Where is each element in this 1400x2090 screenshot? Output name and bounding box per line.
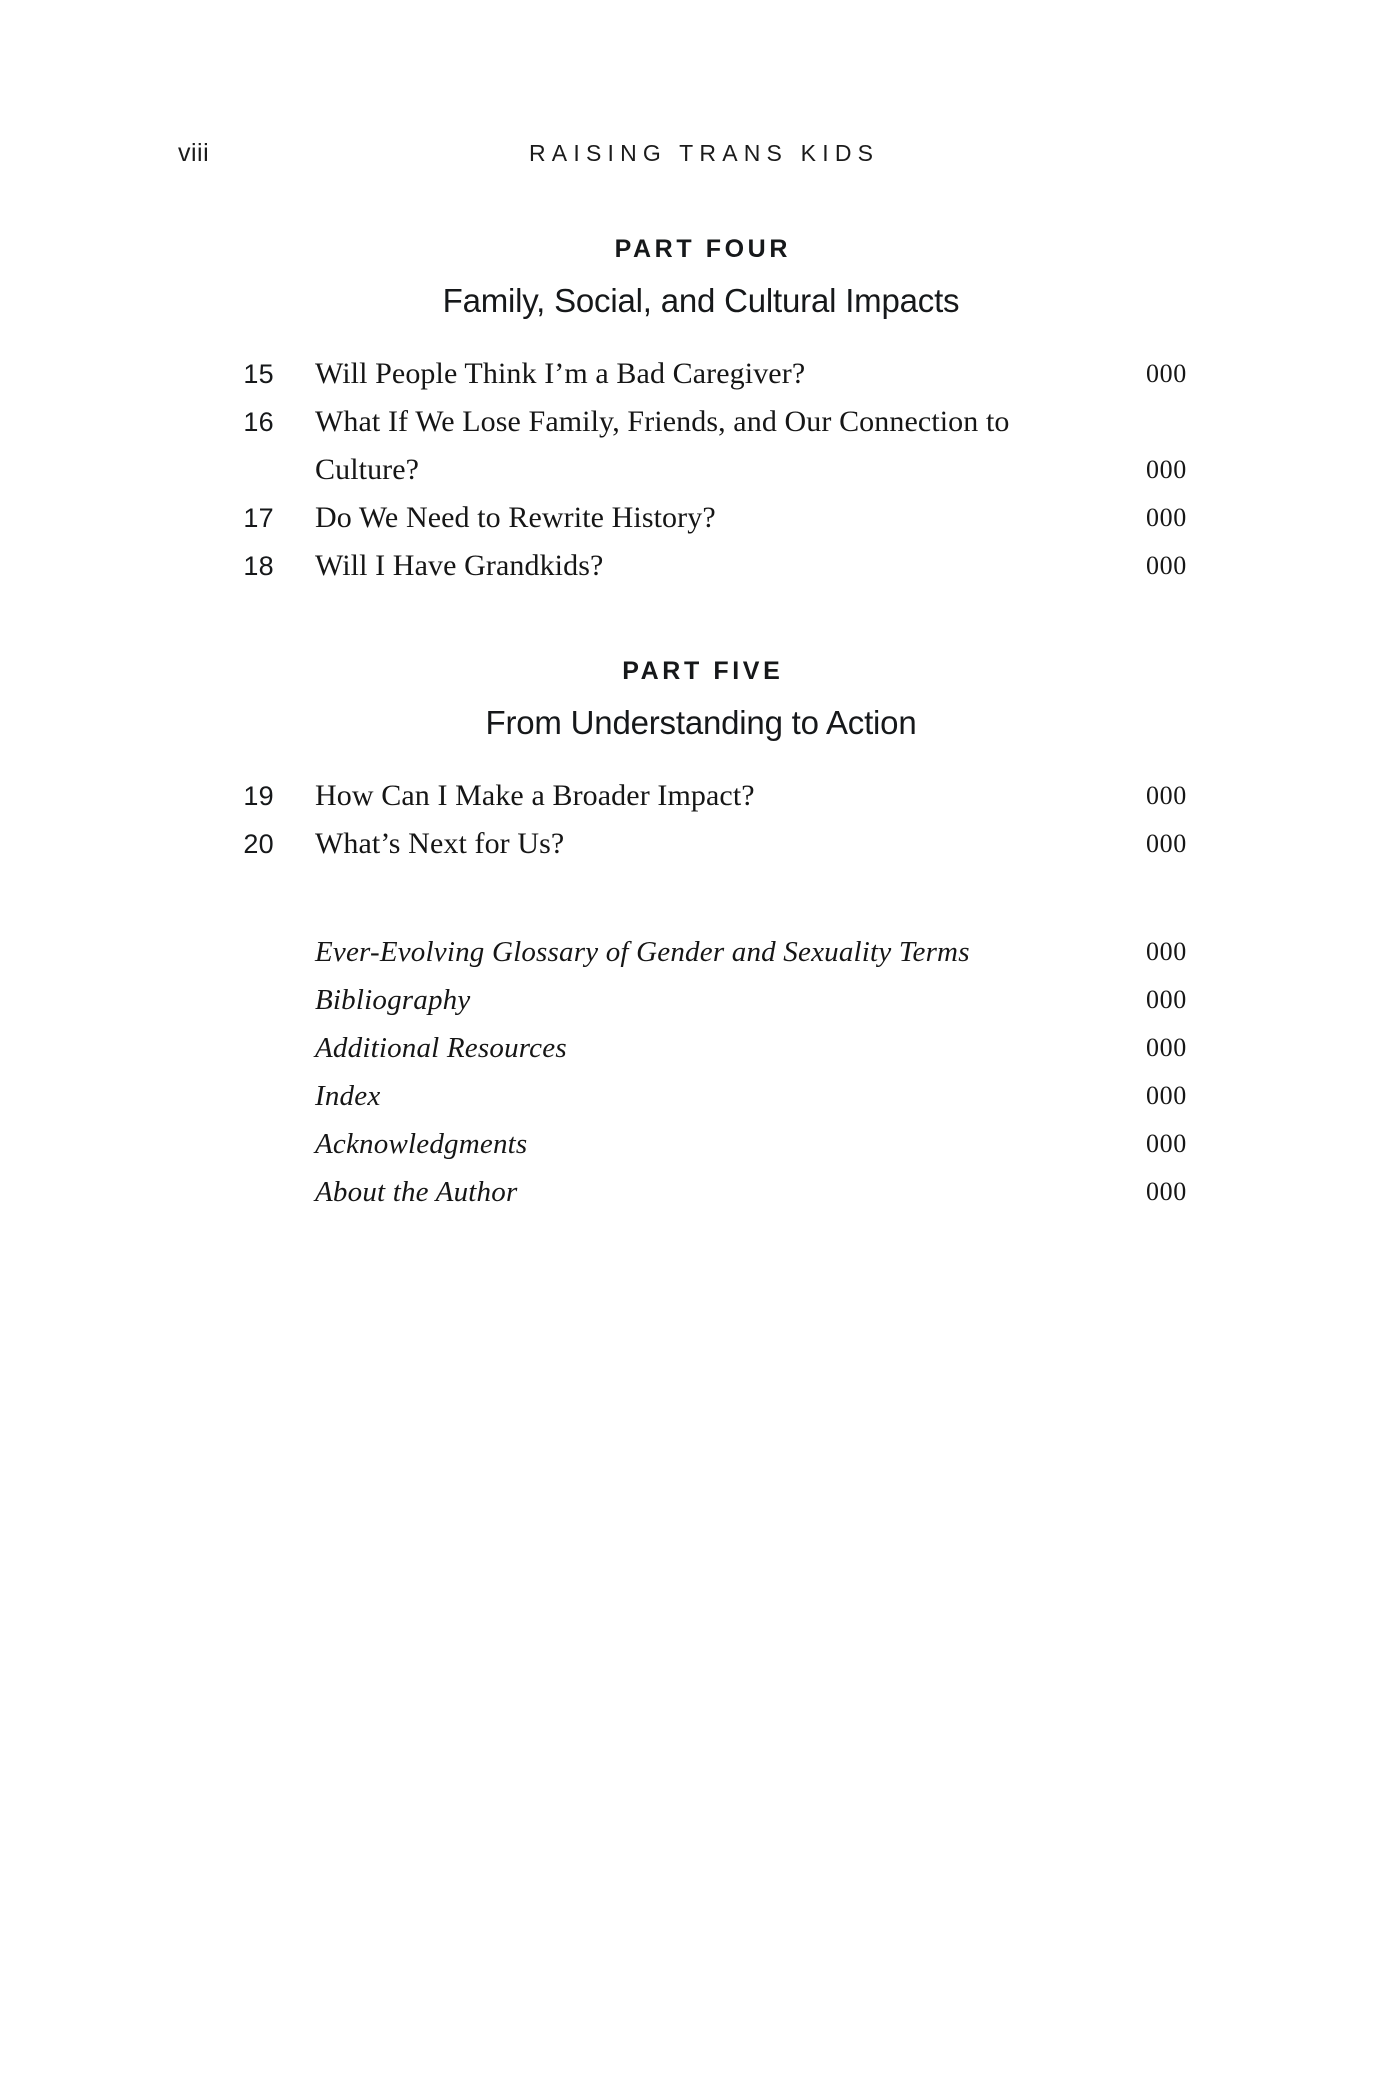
table-row[interactable] <box>178 542 1224 590</box>
part-subtitle: Family, Social, and Cultural Impacts <box>442 282 960 319</box>
backmatter-list <box>178 928 1224 1216</box>
part-heading-four <box>178 232 1224 324</box>
part-label: PART FOUR <box>614 235 791 263</box>
backmatter-page-number: 000 <box>1146 937 1187 966</box>
chapter-list-part-five <box>178 772 1224 868</box>
chapter-title[interactable]: Do We Need to Rewrite History? <box>315 501 716 534</box>
table-of-contents <box>178 232 1224 1216</box>
chapter-title[interactable]: What’s Next for Us? <box>315 827 565 860</box>
chapter-title[interactable] <box>274 398 1146 494</box>
table-row[interactable] <box>178 1120 1224 1168</box>
backmatter-page-number: 000 <box>1146 985 1187 1014</box>
chapter-title-line-1: What If We Lose Family, Friends, and Our Connection to <box>315 405 1010 438</box>
backmatter-page-number: 000 <box>1146 1033 1187 1062</box>
part-label: PART FIVE <box>622 657 784 685</box>
chapter-list-part-four <box>178 350 1224 590</box>
chapter-page-number: 000 <box>1146 455 1187 484</box>
chapter-number: 19 <box>243 781 274 811</box>
chapter-title[interactable]: Will People Think I’m a Bad Caregiver? <box>315 357 806 390</box>
table-row[interactable] <box>178 976 1224 1024</box>
page-folio: viii <box>178 139 210 167</box>
table-row[interactable] <box>178 928 1224 976</box>
table-row[interactable] <box>178 820 1224 868</box>
backmatter-page-number: 000 <box>1146 1129 1187 1158</box>
backmatter-page-number: 000 <box>1146 1177 1187 1206</box>
chapter-number: 16 <box>243 407 274 437</box>
chapter-page-number: 000 <box>1146 781 1187 810</box>
table-row[interactable] <box>178 398 1224 494</box>
backmatter-title[interactable]: About the Author <box>315 1176 518 1208</box>
backmatter-title[interactable]: Acknowledgments <box>315 1128 528 1160</box>
chapter-number: 17 <box>243 503 274 533</box>
chapter-page-number: 000 <box>1146 551 1187 580</box>
backmatter-title[interactable]: Ever-Evolving Glossary of Gender and Sexuality Terms <box>315 936 970 968</box>
book-title: RAISING TRANS KIDS <box>529 140 880 166</box>
table-row[interactable] <box>178 1072 1224 1120</box>
backmatter-title[interactable]: Index <box>315 1080 381 1112</box>
part-subtitle: From Understanding to Action <box>485 704 917 741</box>
chapter-number: 18 <box>243 551 274 581</box>
table-row[interactable] <box>178 1024 1224 1072</box>
chapter-title[interactable]: How Can I Make a Broader Impact? <box>315 779 755 812</box>
table-row[interactable] <box>178 1168 1224 1216</box>
part-heading-five <box>178 654 1224 746</box>
chapter-page-number: 000 <box>1146 359 1187 388</box>
chapter-number: 15 <box>243 359 274 389</box>
chapter-title[interactable]: Will I Have Grandkids? <box>315 549 604 582</box>
chapter-number: 20 <box>243 829 274 859</box>
table-row[interactable] <box>178 350 1224 398</box>
backmatter-title[interactable]: Additional Resources <box>315 1032 567 1064</box>
chapter-page-number: 000 <box>1146 829 1187 858</box>
backmatter-title[interactable]: Bibliography <box>315 984 471 1016</box>
section-gap <box>178 590 1224 654</box>
chapter-page-number: 000 <box>1146 503 1187 532</box>
chapter-title-line-2: Culture? <box>315 453 420 486</box>
section-gap <box>178 868 1224 928</box>
running-head <box>178 136 1224 170</box>
backmatter-page-number: 000 <box>1146 1081 1187 1110</box>
table-row[interactable] <box>178 494 1224 542</box>
table-row[interactable] <box>178 772 1224 820</box>
